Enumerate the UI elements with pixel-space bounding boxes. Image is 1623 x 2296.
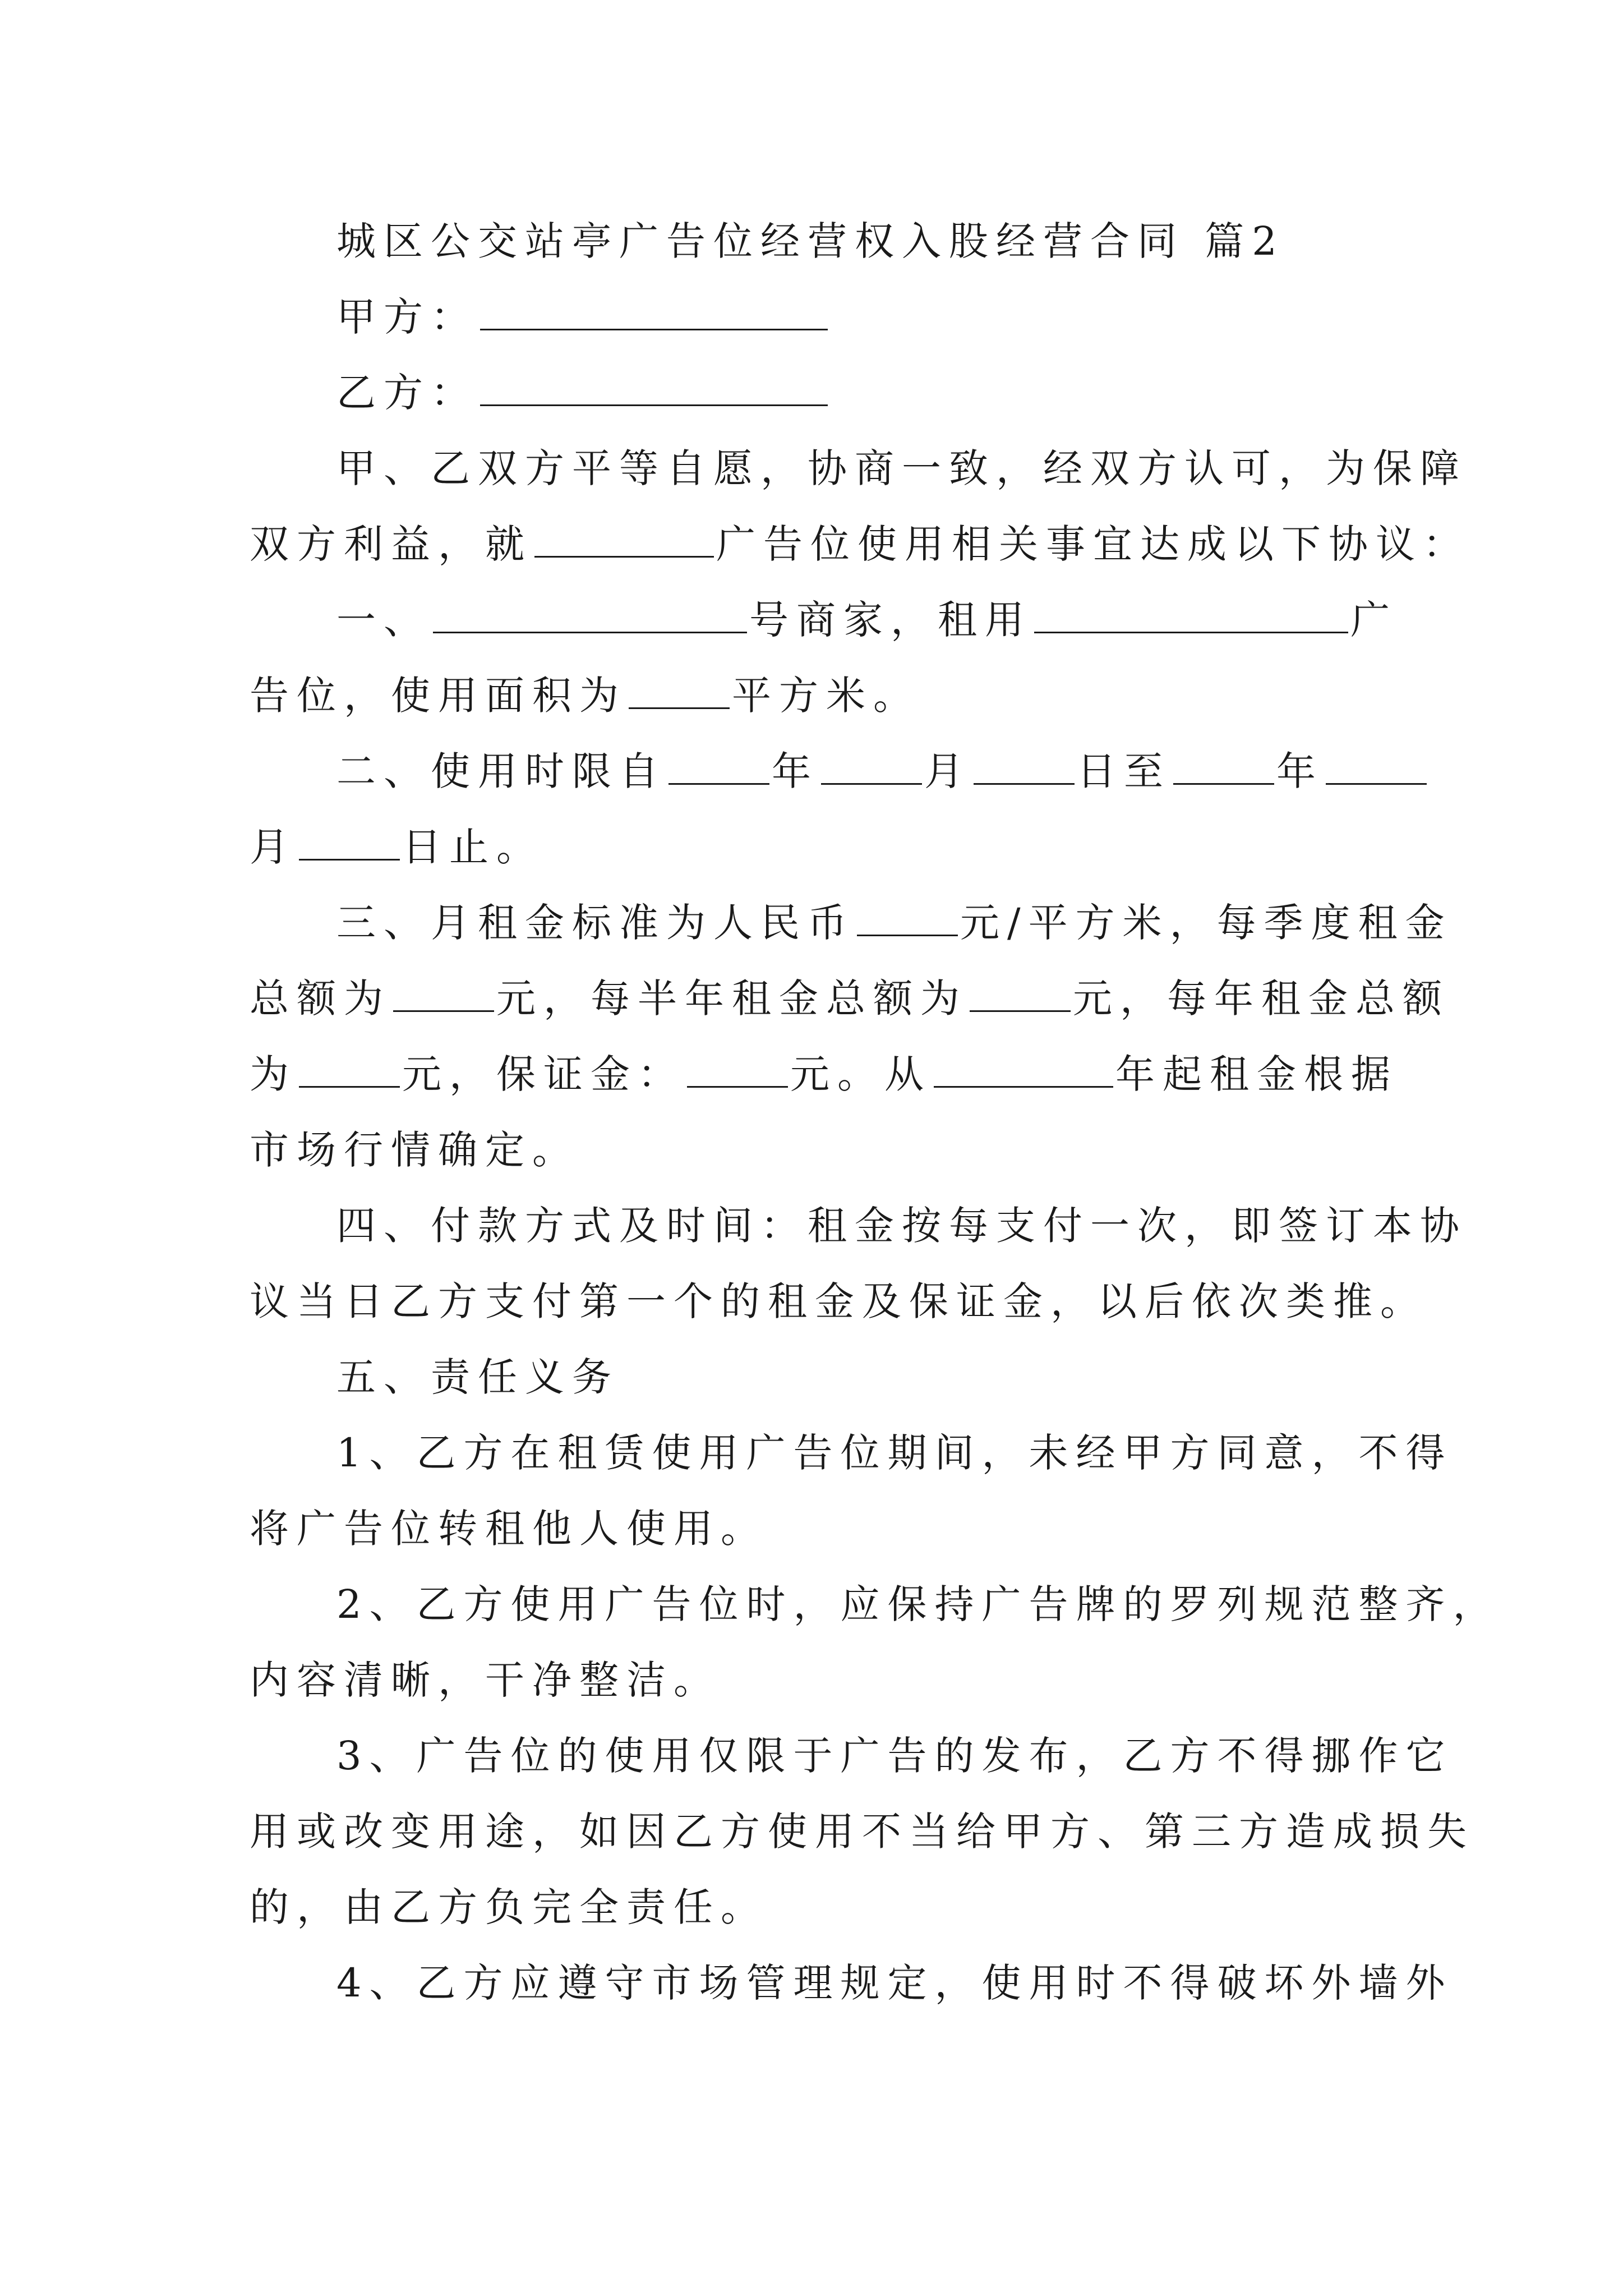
party-b-blank (480, 372, 828, 406)
monthly-rent-blank (857, 902, 958, 936)
clause-2-text-d: 日至 (1077, 748, 1171, 794)
duty-3-line-2 (250, 1806, 1474, 1857)
clause-3-text-i: 年起租金根据 (1115, 1051, 1398, 1097)
party-a-label: 甲方： (336, 294, 478, 340)
start-year-blank (668, 751, 769, 785)
clause-2-text-b: 年 (772, 748, 819, 794)
clause-3-text-d: 元，每半年租金总额为 (496, 976, 967, 1022)
duty-1-text-1: 1、乙方在租赁使用广告位期间，未经甲方同意，不得 (336, 1430, 1453, 1476)
party-b-line (336, 367, 830, 418)
intro-text-1: 甲、乙双方平等自愿，协商一致，经双方认可，为保障 (336, 445, 1467, 491)
clause-2-line-2 (250, 822, 543, 872)
half-year-rent-blank (970, 978, 1071, 1012)
duty-3-line-1 (336, 1731, 1453, 1781)
intro-paragraph-line-2 (250, 519, 1470, 569)
duty-3-text-1: 3、广告位的使用仅限于广告的发布，乙方不得挪作它 (336, 1733, 1453, 1779)
duty-2-line-2 (250, 1655, 721, 1705)
clause-1-line-2 (250, 670, 920, 721)
party-a-blank (480, 296, 828, 330)
intro-paragraph-line-1 (336, 443, 1467, 494)
end-year-blank (1173, 751, 1274, 785)
annual-rent-blank (299, 1053, 400, 1088)
clause-1-text-d: 告位，使用面积为 (250, 673, 626, 719)
clause-3-text-b: 元/平方米，每季度租金 (960, 900, 1453, 946)
clause-3-text-j: 市场行情确定。 (250, 1127, 579, 1173)
clause-5-heading (336, 1352, 619, 1402)
clause-1-text-e: 平方米。 (732, 673, 920, 719)
clause-4-text-2: 议当日乙方支付第一个的租金及保证金，以后依次类推。 (250, 1278, 1427, 1324)
duty-1-line-1 (336, 1428, 1453, 1478)
duty-3-line-3 (250, 1882, 768, 1932)
party-a-line (336, 292, 830, 342)
clause-4-line-2 (250, 1276, 1427, 1327)
clause-4-text-1: 四、付款方式及时间：租金按每支付一次，即签订本协 (336, 1203, 1467, 1249)
clause-3-text-a: 三、月租金标准为人民币 (336, 900, 855, 946)
clause-3-text-f: 为 (250, 1051, 297, 1097)
party-b-label: 乙方： (336, 370, 478, 416)
clause-2-text-c: 月 (924, 748, 971, 794)
clause-2-text-f: 月 (250, 824, 297, 870)
clause-3-line-1 (336, 898, 1453, 948)
clause-2-text-e: 年 (1276, 748, 1324, 794)
clause-1-line-1 (336, 595, 1398, 645)
clause-3-text-h: 元。从 (790, 1051, 932, 1097)
clause-4-line-1 (336, 1200, 1467, 1251)
location-blank (534, 523, 714, 558)
clause-3-text-e: 元，每年租金总额 (1073, 976, 1450, 1022)
duty-1-line-2 (250, 1503, 768, 1554)
area-blank (629, 675, 730, 709)
rent-adjust-year-blank (934, 1053, 1113, 1088)
duty-1-text-2: 将广告位转租他人使用。 (250, 1506, 768, 1552)
duty-2-text-1: 2、乙方使用广告位时，应保持广告牌的罗列规范整齐， (336, 1581, 1500, 1627)
end-month-blank-start (1326, 751, 1427, 785)
duty-3-text-3: 的，由乙方负完全责任。 (250, 1884, 768, 1930)
start-month-blank (821, 751, 922, 785)
clause-1-text-a: 一、 (336, 597, 431, 643)
clause-1-text-c: 广 (1350, 597, 1398, 643)
duty-4-text-1: 4、乙方应遵守市场管理规定，使用时不得破坏外墙外 (336, 1960, 1453, 2006)
clause-3-text-g: 元，保证金： (402, 1051, 685, 1097)
duty-4-line-1 (336, 1958, 1453, 2008)
clause-3-line-3 (250, 1049, 1398, 1099)
deposit-blank (687, 1053, 788, 1088)
document-title (336, 216, 1285, 266)
clause-2-text-g: 日止。 (402, 824, 543, 870)
intro-text-2a: 双方利益，就 (250, 521, 532, 567)
quarterly-rent-blank (393, 978, 494, 1012)
intro-text-2b: 广告位使用相关事宜达成以下协议： (716, 521, 1470, 567)
clause-3-text-c: 总额为 (250, 976, 391, 1022)
start-day-blank (974, 751, 1075, 785)
clause-1-text-b: 号商家，租用 (749, 597, 1032, 643)
document-title-text: 城区公交站亭广告位经营权入股经营合同 篇2 (336, 218, 1285, 264)
clause-2-line-1 (336, 746, 1429, 797)
ad-position-blank (1034, 599, 1348, 633)
merchant-number-blank (433, 599, 747, 633)
duty-2-text-2: 内容清晰，干净整洁。 (250, 1657, 721, 1703)
duty-3-text-2: 用或改变用途，如因乙方使用不当给甲方、第三方造成损失 (250, 1809, 1474, 1855)
clause-5-text: 五、责任义务 (336, 1354, 619, 1400)
clause-3-line-2 (250, 973, 1450, 1024)
end-day-blank (299, 826, 400, 861)
duty-2-line-1 (336, 1579, 1500, 1630)
clause-2-text-a: 二、使用时限自 (336, 748, 666, 794)
clause-3-line-4 (250, 1125, 579, 1175)
